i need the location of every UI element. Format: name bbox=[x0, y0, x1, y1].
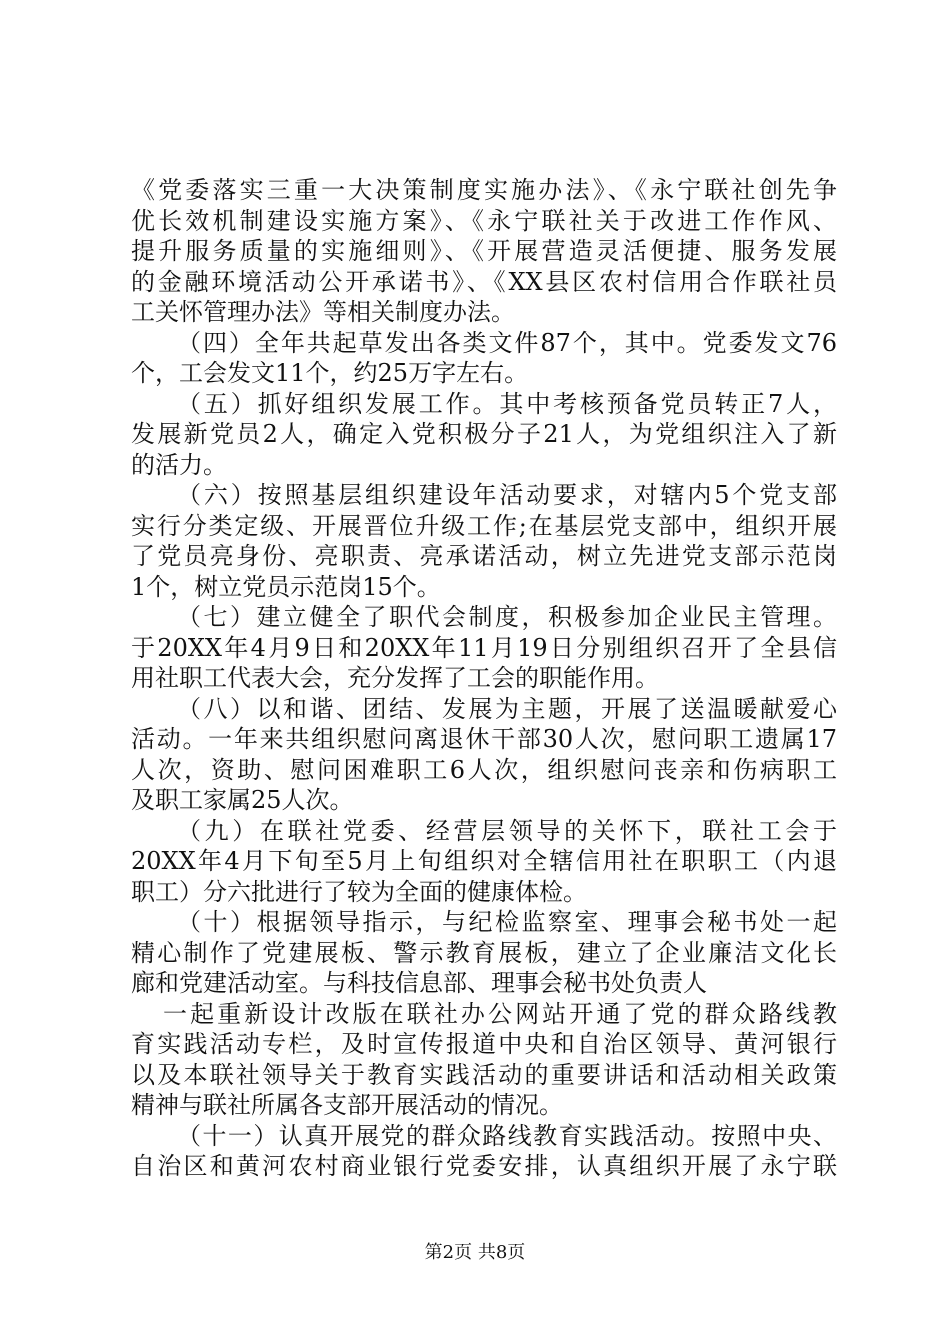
paragraph-five-line: （五）抓好组织发展工作。其中考核预备党员转正7人， bbox=[177, 389, 837, 418]
page-footer: 第2页 共8页 bbox=[424, 1242, 526, 1263]
text-line: 发展新党员2人，确定入党积极分子21人，为党组织注入了新 bbox=[131, 420, 837, 448]
text-line: 个，工会发文11个，约25万字左右。 bbox=[131, 359, 529, 387]
text-line: 职工）分六批进行了较为全面的健康体检。 bbox=[131, 877, 587, 906]
paragraph-ten-line: （十）根据领导指示，与纪检监察室、理事会秘书处一起 bbox=[177, 908, 837, 936]
paragraph-six-line: （六）按照基层组织建设年活动要求，对辖内5个党支部 bbox=[177, 481, 837, 509]
text-line: 廊和党建活动室。与科技信息部、理事会秘书处负责人 bbox=[131, 969, 707, 997]
text-line: 育实践活动专栏，及时宣传报道中央和自治区领导、黄河银行 bbox=[131, 1030, 837, 1058]
text-line: 人次，资助、慰问困难职工6人次，组织慰问丧亲和伤病职工 bbox=[131, 755, 837, 784]
paragraph-seven-line: （七）建立健全了职代会制度，积极参加企业民主管理。 bbox=[177, 603, 837, 631]
text-line: 于20XX年4月9日和20XX年11月19日分别组织召开了全县信 bbox=[131, 633, 837, 662]
paragraph-nine-line: （九）在联社党委、经营层领导的关怀下，联社工会于 bbox=[177, 816, 837, 845]
text-line: 精神与联社所属各支部开展活动的情况。 bbox=[131, 1091, 563, 1119]
text-line: 活动。一年来共组织慰问离退休干部30人次，慰问职工遗属17 bbox=[131, 725, 837, 753]
body-text bbox=[131, 175, 837, 1182]
text-line: 及职工家属25人次。 bbox=[131, 786, 354, 814]
text-line: 实行分类定级、开展晋位升级工作;在基层党支部中，组织开展 bbox=[131, 511, 837, 540]
text-line: 自治区和黄河农村商业银行党委安排，认真组织开展了永宁联 bbox=[131, 1152, 837, 1180]
text-line: 提升服务质量的实施细则》、《开展营造灵活便捷、服务发展 bbox=[131, 237, 837, 265]
paragraph-eleven-line: （十一）认真开展党的群众路线教育实践活动。按照中央、 bbox=[177, 1121, 837, 1150]
text-line: 20XX年4月下旬至5月上旬组织对全辖信用社在职职工（内退 bbox=[131, 847, 837, 875]
paragraph-continuation-line: 一起重新设计改版在联社办公网站开通了党的群众路线教 bbox=[163, 999, 837, 1028]
text-line: 了党员亮身份、亮职责、亮承诺活动，树立先进党支部示范岗 bbox=[131, 542, 837, 570]
text-line: 优长效机制建设实施方案》、《永宁联社关于改进工作作风、 bbox=[131, 206, 837, 235]
text-line: 《党委落实三重一大决策制度实施办法》、《永宁联社创先争 bbox=[131, 176, 837, 204]
text-line: 用社职工代表大会，充分发挥了工会的职能作用。 bbox=[131, 664, 659, 692]
text-line: 的金融环境活动公开承诺书》、《XX县区农村信用合作联社员 bbox=[131, 267, 837, 296]
text-line: 工关怀管理办法》等相关制度办法。 bbox=[131, 298, 515, 326]
text-line: 的活力。 bbox=[131, 450, 227, 479]
paragraph-eight-line: （八）以和谐、团结、发展为主题，开展了送温暖献爱心 bbox=[177, 694, 837, 723]
text-line: 以及本联社领导关于教育实践活动的重要讲话和活动相关政策 bbox=[131, 1060, 837, 1089]
paragraph-four-line: （四）全年共起草发出各类文件87个，其中。党委发文76 bbox=[177, 328, 837, 357]
text-line: 精心制作了党建展板、警示教育展板，建立了企业廉洁文化长 bbox=[131, 938, 837, 967]
text-line: 1个，树立党员示范岗15个。 bbox=[131, 572, 441, 601]
